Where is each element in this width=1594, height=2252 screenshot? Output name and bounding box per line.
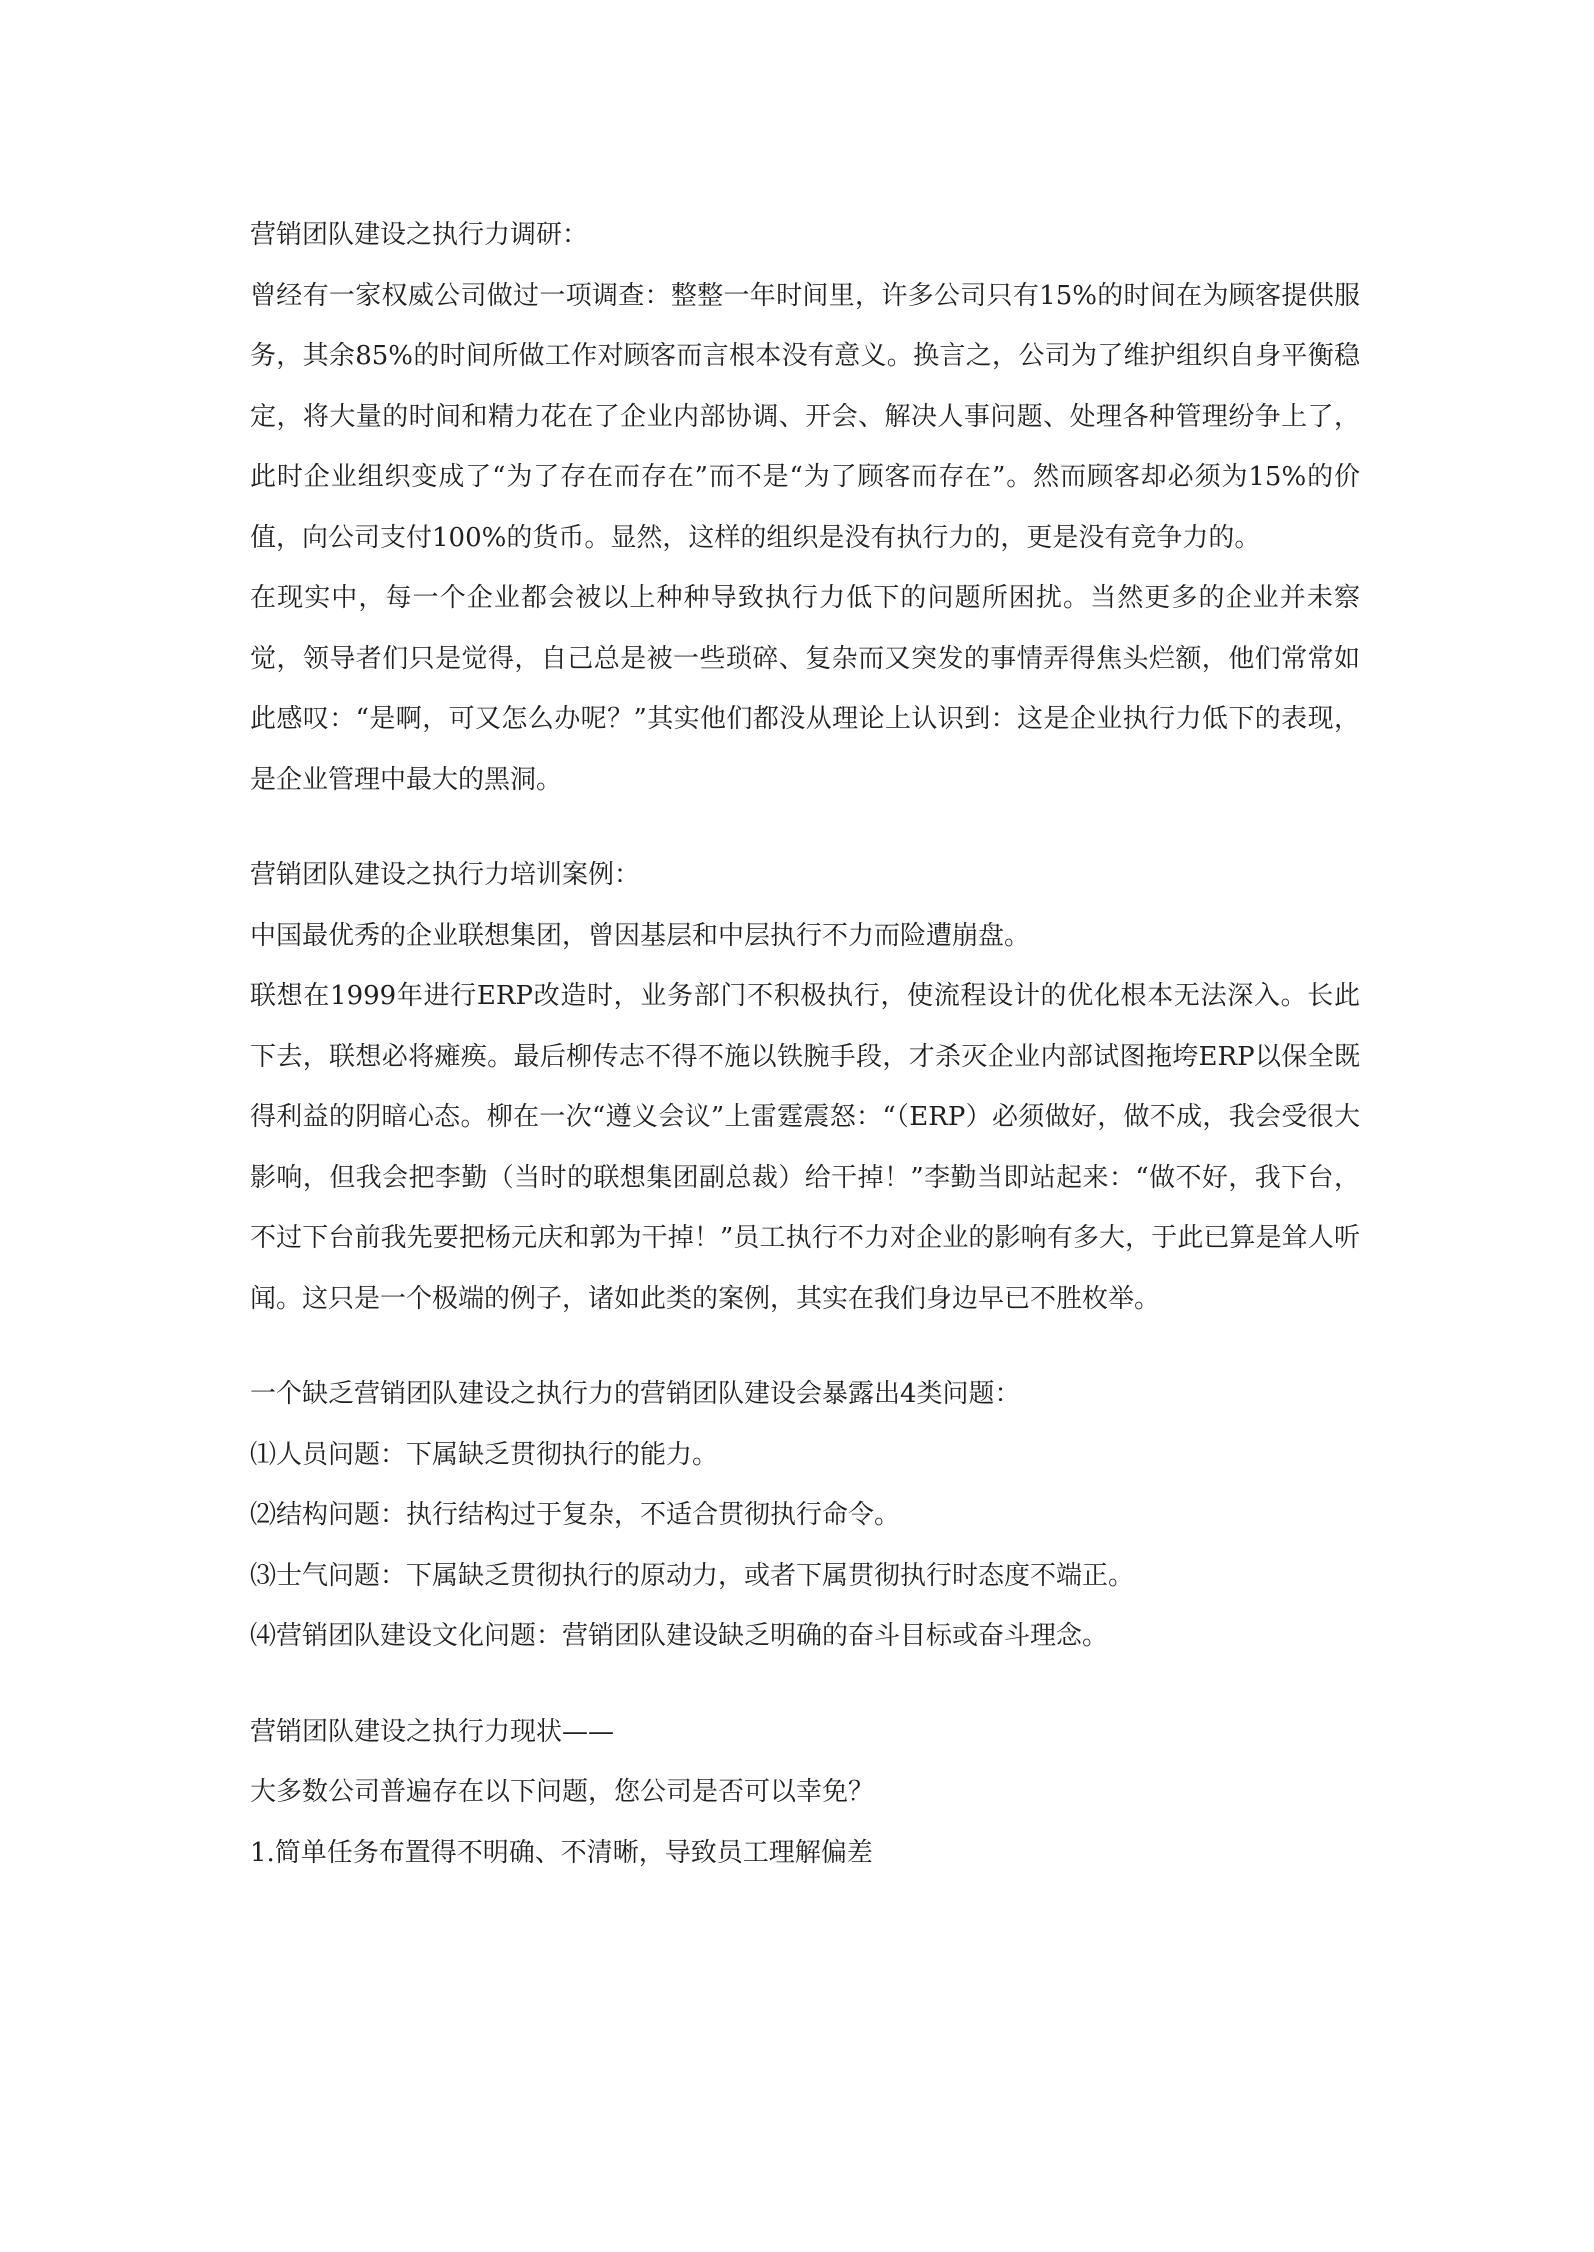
list-item: ⑷营销团队建设文化问题：营销团队建设缺乏明确的奋斗目标或奋斗理念。	[250, 1621, 1109, 1651]
section-spacer	[250, 810, 1360, 845]
paragraph-survey: 曾经有一家权威公司做过一项调查：整整一年时间里，许多公司只有15%的时间在为顾客提供服务，其余85%的时间所做工作对顾客而言根本没有意义。换言之，公司为了维护组织自身平衡稳定，将大量的时间和精力花在了企业内部协调、开会、解决人事问题、处理各种管理纷争上了，此时企业组织变成了“为了存在而存在”而不是“为了顾客而存在”。然而顾客却必须为15%的价值，向公司支付100%的货币。显然，这样的组织是没有执行力的，更是没有竞争力的。	[250, 280, 1360, 553]
document-body	[250, 205, 1360, 1883]
paragraph-reality: 在现实中，每一个企业都会被以上种种导致执行力低下的问题所困扰。当然更多的企业并未察觉，领导者们只是觉得，自己总是被一些琐碎、复杂而又突发的事情弄得焦头烂额，他们常常如此感叹：“是啊，可又怎么办呢？”其实他们都没从理论上认识到：这是企业执行力低下的表现，是企业管理中最大的黑洞。	[250, 583, 1360, 795]
list-item: ⑴人员问题：下属缺乏贯彻执行的能力。	[250, 1439, 719, 1470]
list-item: 1.简单任务布置得不明确、不清晰，导致员工理解偏差	[250, 1837, 873, 1868]
section-heading-case: 营销团队建设之执行力培训案例：	[250, 860, 641, 890]
paragraph-lenovo-intro: 中国最优秀的企业联想集团，曾因基层和中层执行不力而险遭崩盘。	[250, 920, 1031, 951]
list-item: ⑶士气问题：下属缺乏贯彻执行的原动力，或者下属贯彻执行时态度不端正。	[250, 1560, 1135, 1591]
section-spacer	[250, 1667, 1360, 1702]
list-item: ⑵结构问题：执行结构过于复杂，不适合贯彻执行命令。	[250, 1500, 901, 1530]
paragraph-problems-intro: 一个缺乏营销团队建设之执行力的营销团队建设会暴露出4类问题：	[250, 1379, 1021, 1409]
section-heading-research: 营销团队建设之执行力调研：	[250, 220, 589, 250]
section-spacer	[250, 1329, 1360, 1364]
section-heading-status: 营销团队建设之执行力现状——	[250, 1716, 615, 1747]
paragraph-status-question: 大多数公司普遍存在以下问题，您公司是否可以幸免？	[250, 1777, 875, 1807]
paragraph-lenovo-erp: 联想在1999年进行ERP改造时，业务部门不积极执行，使流程设计的优化根本无法深入。长此下去，联想必将瘫痪。最后柳传志不得不施以铁腕手段，才杀灭企业内部试图拖垮ERP以保全既得利益的阴暗心态。柳在一次“遵义会议”上雷霆震怒：“（ERP）必须做好，做不成，我会受很大影响，但我会把李勤（当时的联想集团副总裁）给干掉！”李勤当即站起来：“做不好，我下台，不过下台前我先要把杨元庆和郭为干掉！”员工执行不力对企业的影响有多大，于此已算是耸人听闻。这只是一个极端的例子，诸如此类的案例，其实在我们身边早已不胜枚举。	[250, 981, 1360, 1314]
